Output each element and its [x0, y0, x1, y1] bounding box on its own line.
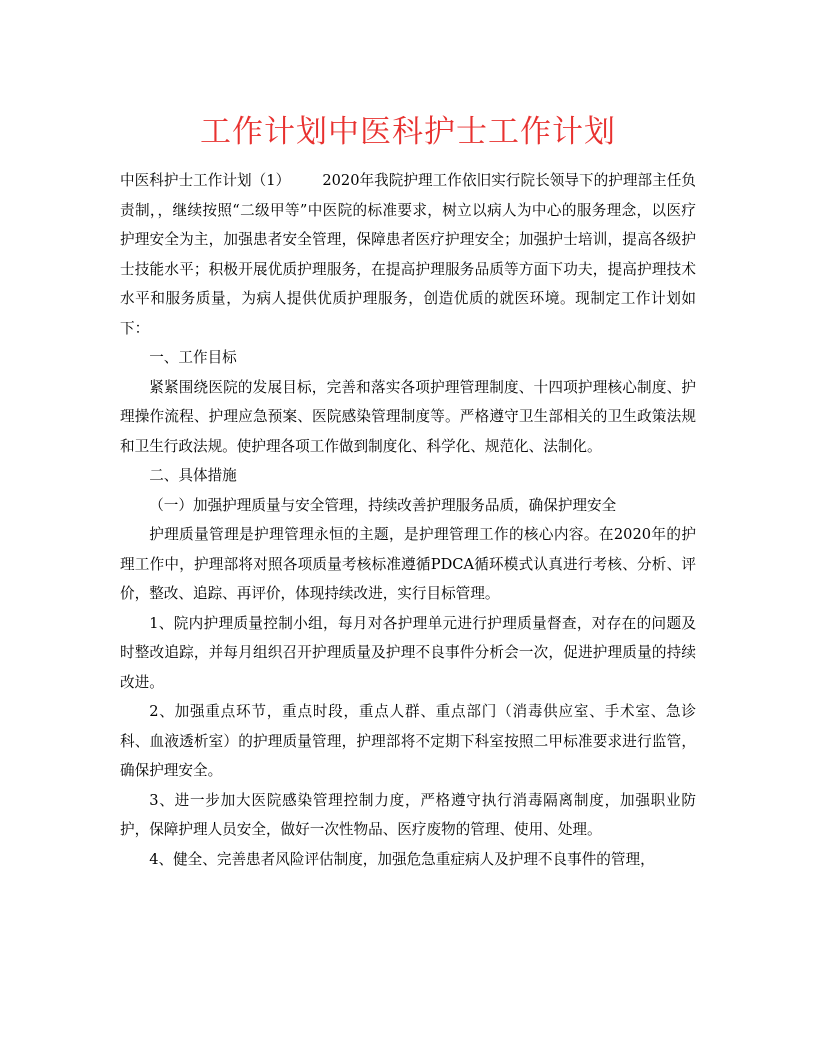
list-item-4: 4、健全、完善患者风险评估制度，加强危急重症病人及护理不良事件的管理， — [149, 850, 655, 868]
list-item-3: 3、进一步加大医院感染管理控制力度，严格遵守执行消毒隔离制度，加强职业防护，保障护理人员安全，做好一次性物品、医疗废物的管理、使用、处理。 — [120, 791, 696, 838]
list-item-2: 2、加强重点环节，重点时段，重点人群、重点部门（消毒供应室、手术室、急诊科、血液透析室）的护理质量管理，护理部将不定期下科室按照二甲标准要求进行监管，确保护理安全。 — [120, 703, 696, 779]
intro-paragraph — [120, 166, 696, 343]
section2-heading: 二、具体措施 — [149, 467, 237, 484]
list-item-1: 1、院内护理质量控制小组，每月对各护理单元进行护理质量督查，对存在的问题及时整改追踪，并每月组织召开护理质量及护理不良事件分析会一次，促进护理质量的持续改进。 — [120, 614, 696, 691]
intro-text: 2020年我院护理工作依旧实行院长领导下的护理部主任负责制，，继续按照“二级甲等”中医院的标准要求，树立以病人为中心的服务理念，以医疗护理安全为主，加强患者安全管理，保障患者医疗护理安全；加强护士培训，提高各级护士技能水平；积极开展优质护理服务，在提高护理服务品质等方面下功夫，提高护理技术水平和服务质量，为病人提供优质护理服务，创造优质的就医环境。现制定工作计划如下： — [120, 172, 696, 337]
intro-label: 中医科护士工作计划（1） — [120, 172, 291, 189]
document-title: 工作计划中医科护士工作计划 — [200, 114, 616, 150]
subsection1-paragraph: 护理质量管理是护理管理永恒的主题，是护理管理工作的核心内容。在2020年的护理工作中，护理部将对照各项质量考核标准遵循PDCA循环模式认真进行考核、分析、评价，整改、追踪、再评价，体现持续改进，实行目标管理。 — [120, 526, 696, 602]
subsection1-heading: （一）加强护理质量与安全管理，持续改善护理服务品质，确保护理安全 — [149, 496, 617, 514]
section1-heading: 一、工作目标 — [149, 349, 237, 366]
section1-paragraph: 紧紧围绕医院的发展目标，完善和落实各项护理管理制度、十四项护理核心制度、护理操作流程、护理应急预案、医院感染管理制度等。严格遵守卫生部相关的卫生政策法规和卫生行政法规。使护理各项工作做到制度化、科学化、规范化、法制化。 — [120, 378, 696, 455]
